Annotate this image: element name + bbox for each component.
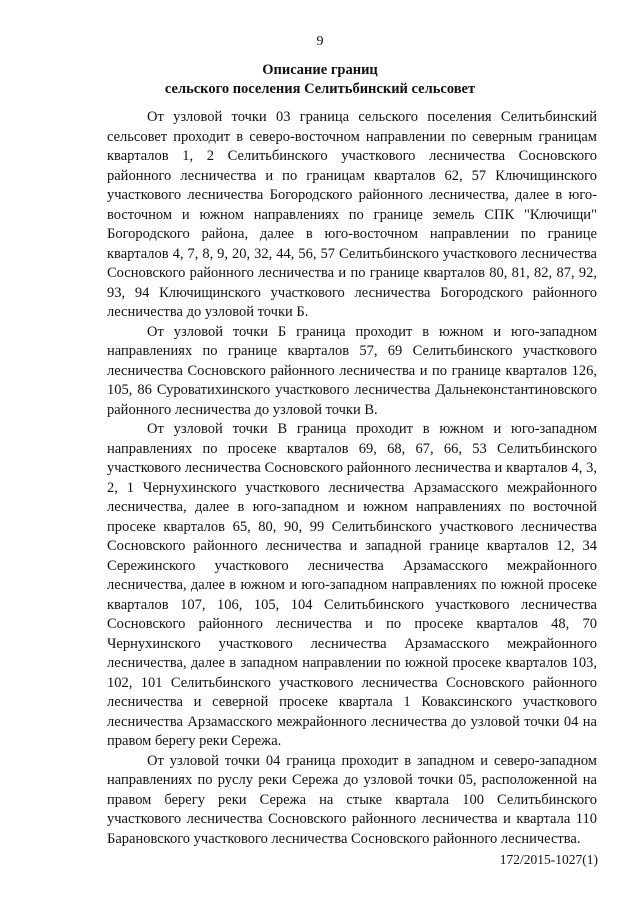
paragraph: От узловой точки 04 граница проходит в западном и северо-западном направлениях по руслу реки Сережа до узловой точки 05, расположенной на правом берегу реки Сережа на стыке квартала 100 Селитьбинского участкового лесничества Сосновского районного лесничества и квартала 110 Барановского участкового лесничества Сосновского районного лесничества. — [107, 752, 597, 847]
paragraph: От узловой точки Б граница проходит в южном и юго-западном направлениях по границе кварталов 57, 69 Селитьбинского участкового лесничества Сосновского районного лесничества и по границе кварталов 126, 105, 86 Суроватихинского участкового лесничества Дальнеконстантиновского районного лесничества до узловой точки В. — [107, 323, 597, 418]
title-line-1: Описание границ — [262, 62, 378, 78]
document-title — [0, 61, 640, 99]
title-line-2: сельского поселения Селитьбинский сельсовет — [164, 81, 476, 97]
paragraph: От узловой точки 03 граница сельского поселения Селитьбинский сельсовет проходит в северо-восточном направлении по северным границам кварталов 1, 2 Селитьбинского участкового лесничества Сосновского районного лесничества и по границам кварталов 62, 57 Ключищинского участкового лесничества Богородского районного лесничества, далее в юго-восточном и южном направлениях по границе земель СПК "Ключищи" Богородского района, далее в юго-восточном направлении по границе кварталов 4, 7, 8, 9, 20, 32, 44, 56, 57 Селитьбинского участкового лесничества Сосновского районного лесничества и по границе кварталов 80, 81, 82, 87, 92, 93, 94 Ключищинского участкового лесничества Богородского районного лесничества до узловой точки Б. — [107, 109, 597, 320]
document-code: 172/2015-1027(1) — [499, 852, 598, 867]
paragraph: От узловой точки В граница проходит в южном и юго-западном направлениях по просеке кварталов 69, 68, 67, 66, 53 Селитьбинского участкового лесничества Сосновского районного лесничества и кварталов 4, 3, 2, 1 Чернухинского участкового лесничества Арзамасского межрайонного лесничества, далее в юго-западном и южном направлениях по восточной просеке кварталов 65, 80, 90, 99 Селитьбинского участкового лесничества Сосновского районного лесничества и западной границе кварталов 12, 34 Сережинского участкового лесничества Арзамасского межрайонного лесничества, далее в южном и юго-западном направлениях по южной просеке кварталов 107, 106, 105, 104 Селитьбинского участкового лесничества Сосновского районного лесничества и по просеке кварталов 48, 70 Чернухинского участкового лесничества Арзамасского межрайонного лесничества, далее в западном направлении по южной просеке кварталов 103, 102, 101 Селитьбинского участкового лесничества Сосновского районного лесничества и северной просеке квартала 1 Коваксинского участкового лесничества Арзамасского межрайонного лесничества до узловой точки 04 на правом берегу реки Сережа. — [107, 421, 597, 749]
document-body — [107, 108, 597, 849]
page-number: 9 — [316, 34, 324, 49]
